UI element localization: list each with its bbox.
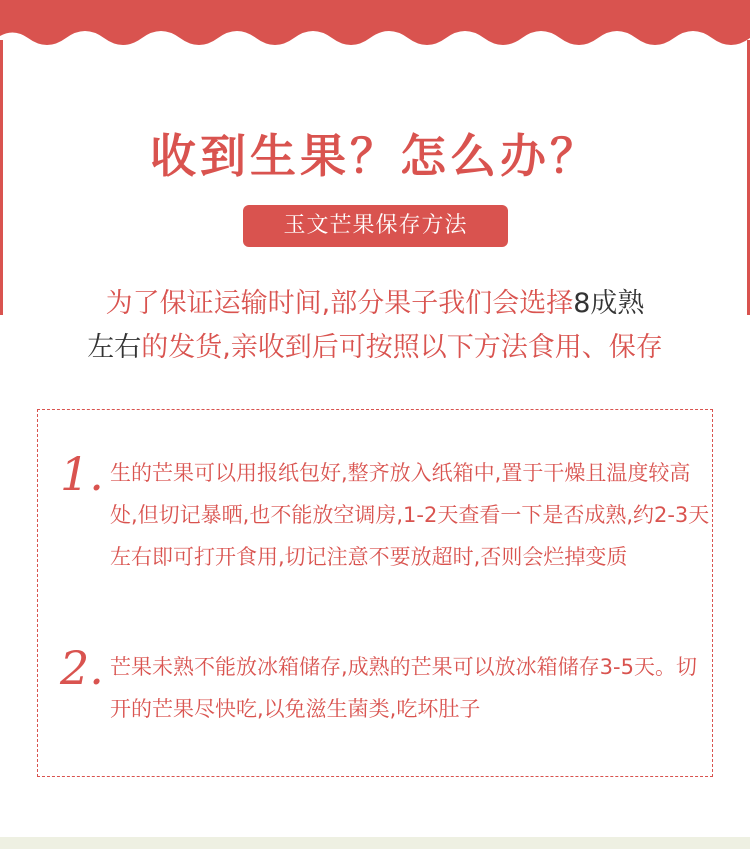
- step-2-text: 芒果未熟不能放冰箱储存,成熟的芒果可以放冰箱储存3-5天。切开的芒果尽快吃,以免滋生菌类,吃坏肚子: [110, 655, 697, 721]
- bottom-band: [0, 837, 750, 849]
- subtitle-badge: 玉文芒果保存方法: [243, 205, 508, 247]
- top-wave-banner: [0, 0, 750, 60]
- page-title: 收到生果？怎么办？: [150, 129, 600, 183]
- instructions-box: [37, 409, 713, 777]
- intro-line-2: [0, 326, 750, 370]
- step-1-number: 1.: [60, 447, 104, 501]
- intro-line-1: [0, 282, 750, 326]
- intro-paragraph: [0, 282, 750, 370]
- intro-line-2-text: 的发货,亲收到后可按照以下方法食用、保存: [141, 332, 663, 363]
- intro-highlight-approx: 左右: [87, 332, 142, 363]
- intro-highlight-ripeness: 8成熟: [573, 288, 645, 319]
- step-1-text: 生的芒果可以用报纸包好,整齐放入纸箱中,置于干燥且温度较高处,但切记暴晒,也不能放空调房,1-2天查看一下是否成熟,约2-3天左右即可打开食用,切记注意不要放超时,否则会烂掉变质: [110, 461, 710, 569]
- intro-line-1-text: 为了保证运输时间,部分果子我们会选择: [105, 288, 574, 319]
- step-2-number: 2.: [60, 641, 104, 695]
